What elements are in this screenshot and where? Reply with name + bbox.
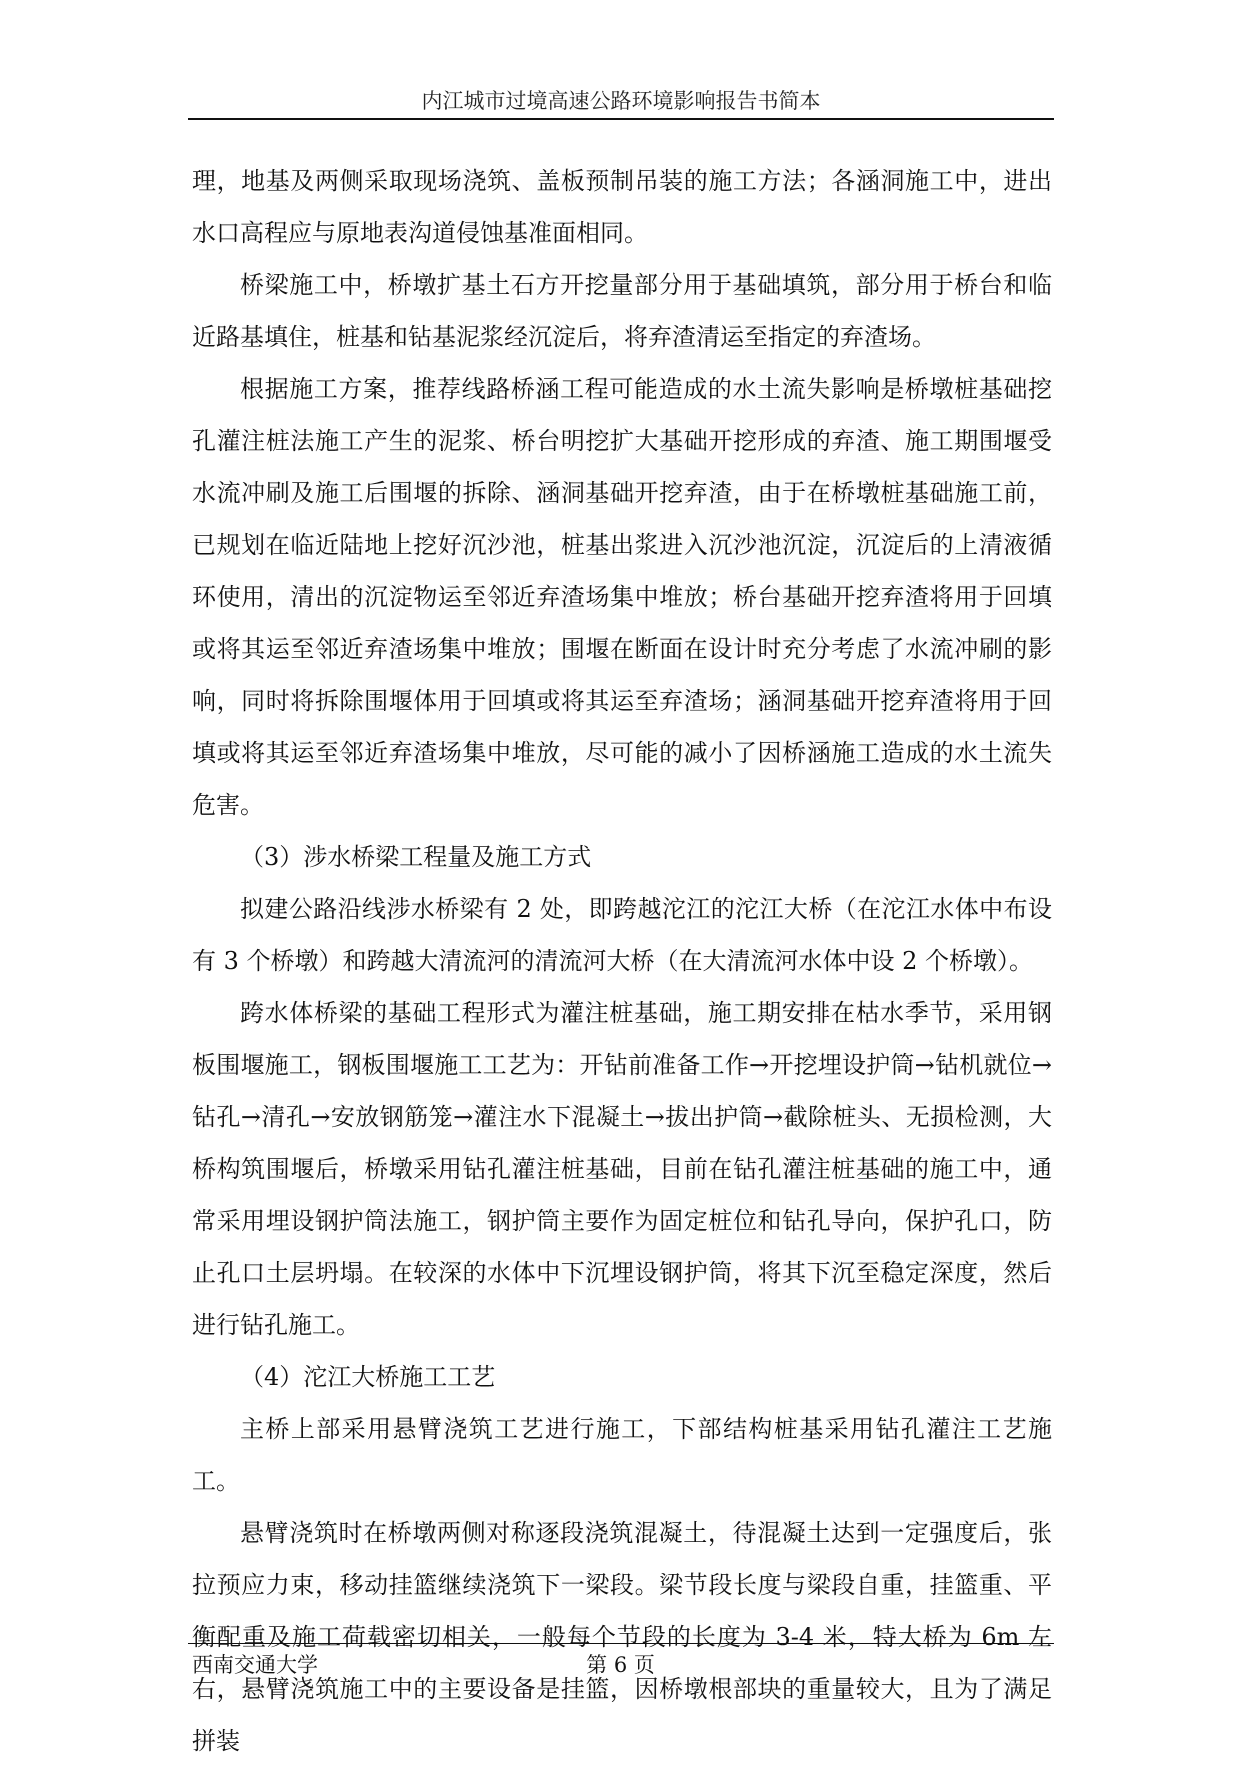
section-heading-4: （4）沱江大桥施工工艺 bbox=[240, 1363, 496, 1391]
footer-divider bbox=[188, 1643, 1054, 1644]
paragraph-soil-erosion-impact: 根据施工方案，推荐线路桥涵工程可能造成的水土流失影响是桥墩桩基础挖孔灌注桩法施工产生的泥浆、桥台明挖扩大基础开挖形成的弃渣、施工期围堰受水流冲刷及施工后围堰的拆除、涵洞基础开挖弃渣，由于在桥墩桩基础施工前，已规划在临近陆地上挖好沉沙池，桩基出浆进入沉沙池沉淀，沉淀后的上清液循环使用，清出的沉淀物运至邻近弃渣场集中堆放；桥台基础开挖弃渣将用于回填或将其运至邻近弃渣场集中堆放；围堰在断面在设计时充分考虑了水流冲刷的影响，同时将拆除围堰体用于回填或将其运至弃渣场；涵洞基础开挖弃渣将用于回填或将其运至邻近弃渣场集中堆放，尽可能的减小了因桥涵施工造成的水土流失危害。 bbox=[192, 375, 1052, 819]
paragraph-cantilever-casting: 悬臂浇筑时在桥墩两侧对称逐段浇筑混凝土，待混凝土达到一定强度后，张拉预应力束，移动挂篮继续浇筑下一梁段。梁节段长度与梁段自重，挂篮重、平衡配重及施工荷载密切相关，一般每个节段的长度为 3-4 米，特大桥为 6m 左右，悬臂浇筑施工中的主要设备是挂篮，因桥墩根部块的重量较大，且为了满足拼装 bbox=[192, 1519, 1052, 1755]
footer-institution: 西南交通大学 bbox=[192, 1653, 318, 1677]
paragraph-foundation-process: 跨水体桥梁的基础工程形式为灌注桩基础，施工期安排在枯水季节，采用钢板围堰施工，钢板围堰施工工艺为：开钻前准备工作→开挖埋设护筒→钻机就位→钻孔→清孔→安放钢筋笼→灌注水下混凝土→拔出护筒→截除桩头、无损检测，大桥构筑围堰后，桥墩采用钻孔灌注桩基础，目前在钻孔灌注桩基础的施工中，通常采用埋设钢护筒法施工，钢护筒主要作为固定桩位和钻孔导向，保护孔口，防止孔口土层坍塌。在较深的水体中下沉埋设钢护筒，将其下沉至稳定深度，然后进行钻孔施工。 bbox=[192, 999, 1052, 1339]
footer-page-number: 第 6 页 bbox=[586, 1653, 655, 1677]
document-body bbox=[192, 155, 1052, 1767]
paragraph-main-bridge: 主桥上部采用悬臂浇筑工艺进行施工，下部结构桩基采用钻孔灌注工艺施工。 bbox=[192, 1415, 1052, 1495]
header-divider bbox=[188, 118, 1054, 120]
paragraph-continuation: 理，地基及两侧采取现场浇筑、盖板预制吊装的施工方法；各涵洞施工中，进出水口高程应与原地表沟道侵蚀基准面相同。 bbox=[192, 167, 1052, 247]
section-heading-3: （3）涉水桥梁工程量及施工方式 bbox=[240, 843, 592, 871]
paragraph-water-bridges: 拟建公路沿线涉水桥梁有 2 处，即跨越沱江的沱江大桥（在沱江水体中布设有 3 个桥墩）和跨越大清流河的清流河大桥（在大清流河水体中设 2 个桥墩）。 bbox=[192, 895, 1052, 975]
page-header-title: 内江城市过境高速公路环境影响报告书简本 bbox=[421, 89, 821, 113]
paragraph-bridge-construction: 桥梁施工中，桥墩扩基土石方开挖量部分用于基础填筑，部分用于桥台和临近路基填住，桩基和钻基泥浆经沉淀后，将弃渣清运至指定的弃渣场。 bbox=[192, 271, 1052, 351]
